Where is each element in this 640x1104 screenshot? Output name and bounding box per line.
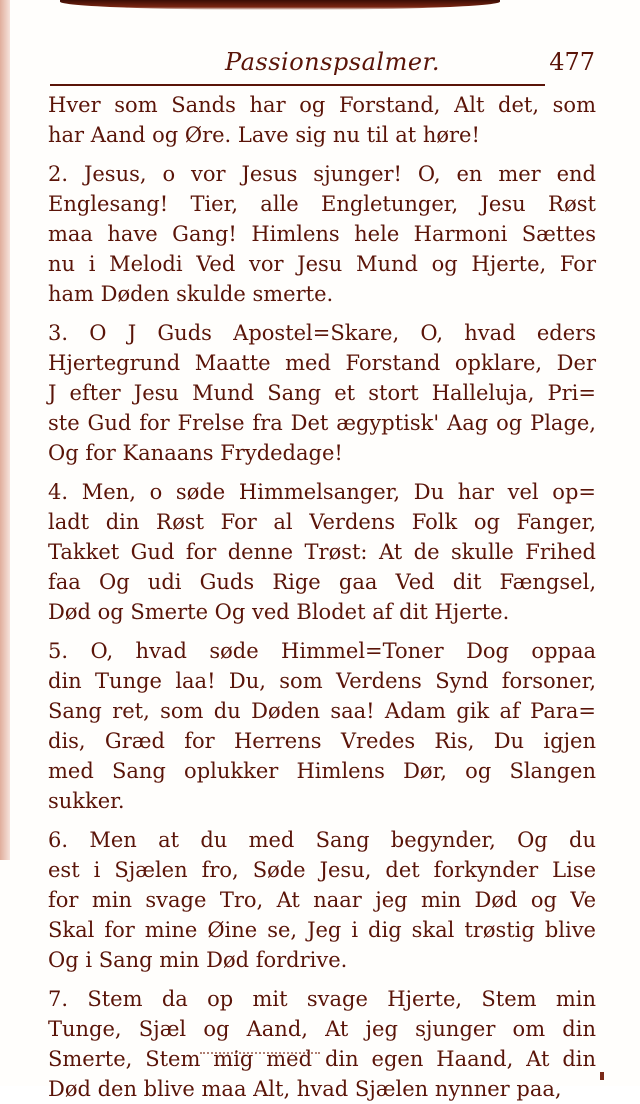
header-rule	[50, 84, 545, 86]
page-left-margin	[0, 0, 10, 860]
text-line: sukker.	[48, 789, 125, 813]
stanza-4	[48, 477, 596, 627]
text-line: 2. Jesus, o vor Jesus sjunger! O, en mer end	[48, 162, 596, 186]
text-line: ste Gud for Frelse fra Det ægyptisk' Aag og Plage,	[48, 411, 596, 435]
stanza-3	[48, 318, 596, 468]
text-line: med Sang oplukker Himlens Dør, og Slangen	[48, 759, 596, 783]
stanza-1	[48, 90, 596, 150]
text-line: 3. O J Guds Apostel=Skare, O, hvad eders	[48, 321, 596, 345]
stanza-7	[48, 984, 596, 1104]
text-line: maa have Gang! Himlens hele Harmoni Sættes	[48, 222, 596, 246]
text-line: ham Døden skulde smerte.	[48, 282, 334, 306]
text-line: nu i Melodi Ved vor Jesu Mund og Hjerte, For	[48, 252, 596, 276]
text-line: Hver som Sands har og Forstand, Alt det, som	[48, 93, 596, 117]
footer-mark	[600, 1072, 604, 1080]
text-line: dis, Græd for Herrens Vredes Ris, Du igjen	[48, 729, 596, 753]
text-line: din Tunge laa! Du, som Verdens Synd forsoner,	[48, 669, 596, 693]
text-line: Og i Sang min Død fordrive.	[48, 948, 348, 972]
page-number: 477	[549, 48, 595, 76]
text-line: Død den blive maa Alt, hvad Sjælen nynner paa,	[48, 1077, 562, 1101]
stanza-2	[48, 159, 596, 309]
text-line: Smerte, Stem mig med din egen Haand, At din	[48, 1047, 596, 1071]
text-line: Og for Kanaans Frydedage!	[48, 441, 343, 465]
text-line: Død og Smerte Og ved Blodet af dit Hjerte.	[48, 600, 510, 624]
text-line: for min svage Tro, At naar jeg min Død og Ve	[48, 888, 596, 912]
text-line: est i Sjælen fro, Søde Jesu, det forkynder Lise	[48, 858, 596, 882]
text-line: J efter Jesu Mund Sang et stort Halleluja, Pri=	[48, 381, 596, 405]
text-line: 7. Stem da op mit svage Hjerte, Stem min	[48, 987, 596, 1011]
text-line: Tunge, Sjæl og Aand, At jeg sjunger om din	[48, 1017, 596, 1041]
page-top-edge	[60, 0, 500, 10]
page-header	[50, 48, 595, 82]
stanza-6	[48, 825, 596, 975]
text-line: faa Og udi Guds Rige gaa Ved dit Fængsel,	[48, 570, 596, 594]
text-line: ladt din Røst For al Verdens Folk og Fanger,	[48, 510, 596, 534]
hymn-text	[48, 90, 596, 1104]
text-line: 6. Men at du med Sang begynder, Og du	[48, 828, 596, 852]
text-line: har Aand og Øre. Lave sig nu til at høre!	[48, 123, 480, 147]
text-line: Hjertegrund Maatte med Forstand opklare, Der	[48, 351, 596, 375]
text-line: Takket Gud for denne Trøst: At de skulle Frihed	[48, 540, 596, 564]
text-line: 5. O, hvad søde Himmel=Toner Dog oppaa	[48, 639, 596, 663]
running-title: Passionspsalmer.	[225, 48, 440, 76]
text-line: 4. Men, o søde Himmelsanger, Du har vel op=	[48, 480, 596, 504]
footer-ornament	[200, 1052, 320, 1056]
text-line: Englesang! Tier, alle Engletunger, Jesu Røst	[48, 192, 596, 216]
text-line: Sang ret, som du Døden saa! Adam gik af Para=	[48, 699, 596, 723]
stanza-5	[48, 636, 596, 816]
text-line: Skal for mine Øine se, Jeg i dig skal trøstig blive	[48, 918, 596, 942]
